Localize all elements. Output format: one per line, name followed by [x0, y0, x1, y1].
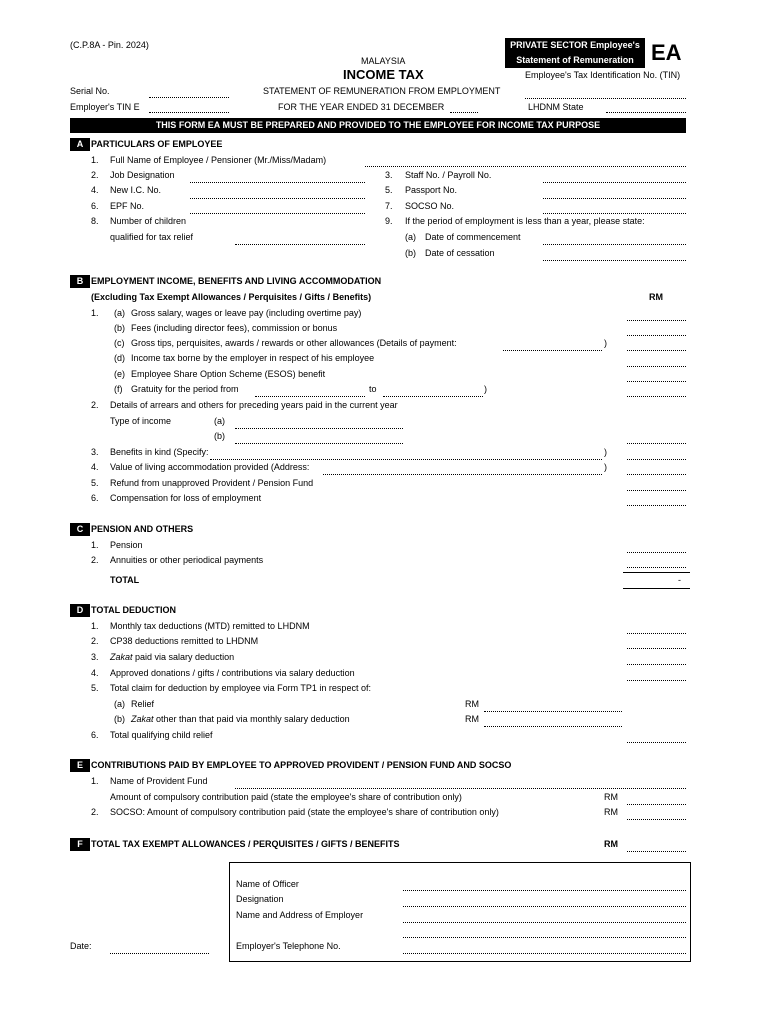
- gratuity-field[interactable]: [627, 396, 686, 397]
- item-number: 1.: [91, 540, 99, 550]
- item-number: 5.: [91, 478, 99, 488]
- socso-contribution-label: SOCSO: Amount of compulsory contribution paid (state the employee's share of contribution only): [110, 807, 499, 817]
- item-number: 3.: [385, 170, 393, 180]
- close-paren: ): [604, 447, 607, 457]
- commencement-label: Date of commencement: [425, 232, 521, 242]
- close-paren: ): [604, 462, 607, 472]
- page-title: INCOME TAX: [343, 67, 424, 82]
- form-banner: THIS FORM EA MUST BE PREPARED AND PROVIDED TO THE EMPLOYEE FOR INCOME TAX PURPOSE: [70, 118, 686, 133]
- socso-contribution-field[interactable]: [627, 819, 686, 820]
- item-number: 3.: [91, 652, 99, 662]
- item-number: 5.: [385, 185, 393, 195]
- item-number: 3.: [91, 447, 99, 457]
- designation-label: Designation: [236, 894, 284, 904]
- children-label: Number of children: [110, 216, 187, 226]
- section-b-title: EMPLOYMENT INCOME, BENEFITS AND LIVING ACCOMMODATION: [91, 276, 382, 286]
- statement-subtitle: STATEMENT OF REMUNERATION FROM EMPLOYMENT: [263, 86, 501, 96]
- sub-item-label: (a): [405, 232, 416, 242]
- fees-field[interactable]: [627, 335, 686, 336]
- employer-phone-field[interactable]: [403, 953, 686, 954]
- section-a-title: PARTICULARS OF EMPLOYEE: [91, 139, 223, 149]
- gratuity-from-field[interactable]: [255, 396, 365, 397]
- item-number: 2.: [91, 170, 99, 180]
- item-number: 4.: [91, 462, 99, 472]
- socso-no-field[interactable]: [543, 213, 686, 214]
- form-code: (C.P.8A - Pin. 2024): [70, 40, 149, 50]
- esos-field[interactable]: [627, 381, 686, 382]
- cessation-label: Date of cessation: [425, 248, 495, 258]
- sub-item-label: (d): [114, 353, 125, 363]
- donations-field[interactable]: [627, 680, 686, 681]
- sub-item-label: (b): [114, 714, 125, 724]
- job-designation-field[interactable]: [190, 182, 365, 183]
- epf-no-label: EPF No.: [110, 201, 145, 211]
- staff-no-label: Staff No. / Payroll No.: [405, 170, 492, 180]
- zakat-field[interactable]: [627, 664, 686, 665]
- period-label: If the period of employment is less than a year, please state:: [405, 216, 645, 226]
- rm-label: RM: [604, 839, 618, 849]
- section-c-title: PENSION AND OTHERS: [91, 524, 194, 534]
- income-tax-borne-field[interactable]: [627, 366, 686, 367]
- sub-item-label: (b): [214, 431, 225, 441]
- to-label: to: [369, 384, 377, 394]
- form-name: EA: [651, 40, 682, 65]
- total-rule-bottom: [623, 588, 690, 589]
- job-designation-label: Job Designation: [110, 170, 175, 180]
- rm-label: RM: [465, 699, 479, 709]
- gross-salary-field[interactable]: [627, 320, 686, 321]
- esos-label: Employee Share Option Scheme (ESOS) benefit: [131, 369, 326, 379]
- employee-tin-label: Employee's Tax Identification No. (TIN): [525, 70, 681, 80]
- children-field[interactable]: [235, 244, 365, 245]
- year-field[interactable]: [450, 112, 478, 113]
- type-of-income-label: Type of income: [110, 416, 172, 426]
- living-accommodation-field[interactable]: [627, 474, 686, 475]
- compulsory-contribution-label: Amount of compulsory contribution paid (state the employee's share of contribution only): [110, 792, 462, 802]
- sub-item-label: (c): [114, 338, 125, 348]
- zakat-term: Zakat: [131, 714, 154, 724]
- child-relief-label: Total qualifying child relief: [110, 730, 213, 740]
- country-label: MALAYSIA: [361, 56, 406, 66]
- section-c-letter: C: [70, 523, 90, 536]
- item-number: 5.: [91, 683, 99, 693]
- sub-item-label: (b): [114, 323, 125, 333]
- payment-details-field[interactable]: [503, 350, 602, 351]
- section-d-letter: D: [70, 604, 90, 617]
- rm-label: RM: [604, 792, 618, 802]
- gross-tips-field[interactable]: [627, 350, 686, 351]
- children-label-2: qualified for tax relief: [110, 232, 194, 242]
- designation-field[interactable]: [403, 906, 686, 907]
- item-number: 1.: [91, 776, 99, 786]
- item-number: 2.: [91, 636, 99, 646]
- total-value: -: [678, 575, 681, 585]
- lhdnm-state-label: LHDNM State: [528, 102, 584, 112]
- refund-field[interactable]: [627, 490, 686, 491]
- lhdnm-state-field[interactable]: [606, 112, 686, 113]
- date-field[interactable]: [110, 953, 209, 954]
- donations-label: Approved donations / gifts / contributions via salary deduction: [110, 668, 355, 678]
- mtd-field[interactable]: [627, 633, 686, 634]
- item-number: 2.: [91, 555, 99, 565]
- sub-item-label: (e): [114, 369, 125, 379]
- employer-phone-label: Employer's Telephone No.: [236, 941, 341, 951]
- refund-label: Refund from unapproved Provident / Pension Fund: [110, 478, 314, 488]
- employer-tin-field[interactable]: [149, 112, 229, 113]
- gross-tips-label: Gross tips, perquisites, awards / rewards or other allowances (Details of payment:: [131, 338, 457, 348]
- zakat-other-label: [131, 714, 350, 725]
- annuities-field[interactable]: [627, 567, 686, 568]
- zakat-label: [110, 652, 234, 663]
- passport-no-label: Passport No.: [405, 185, 458, 195]
- income-type-b-field[interactable]: [235, 443, 403, 444]
- section-f-title: TOTAL TAX EXEMPT ALLOWANCES / PERQUISITES / GIFTS / BENEFITS: [91, 839, 400, 849]
- ic-no-label: New I.C. No.: [110, 185, 162, 195]
- cessation-field[interactable]: [543, 260, 686, 261]
- provident-fund-label: Name of Provident Fund: [110, 776, 208, 786]
- officer-name-label: Name of Officer: [236, 879, 299, 889]
- full-name-label: Full Name of Employee / Pensioner (Mr./Miss/Madam): [110, 155, 327, 165]
- sub-item-label: (b): [405, 248, 416, 258]
- section-a-letter: A: [70, 138, 90, 151]
- item-number: 4.: [91, 185, 99, 195]
- section-b-subtitle: (Excluding Tax Exempt Allowances / Perquisites / Gifts / Benefits): [91, 292, 372, 302]
- zakat-other-field[interactable]: [484, 726, 622, 727]
- close-paren: ): [484, 384, 487, 394]
- item-number: 2.: [91, 400, 99, 410]
- serial-no-label: Serial No.: [70, 86, 110, 96]
- item-number: 2.: [91, 807, 99, 817]
- tp1-label: Total claim for deduction by employee via Form TP1 in respect of:: [110, 683, 371, 693]
- date-label: Date:: [70, 941, 92, 951]
- contribution-field[interactable]: [627, 804, 686, 805]
- gross-salary-label: Gross salary, wages or leave pay (including overtime pay): [131, 308, 362, 318]
- gratuity-label: Gratuity for the period from: [131, 384, 239, 394]
- private-sector-box: [505, 38, 645, 68]
- living-accommodation-label: Value of living accommodation provided (Address:: [110, 462, 310, 472]
- compensation-field[interactable]: [627, 505, 686, 506]
- tax-exempt-field[interactable]: [627, 851, 686, 852]
- total-label: TOTAL: [110, 575, 140, 585]
- child-relief-field[interactable]: [627, 742, 686, 743]
- annuities-label: Annuities or other periodical payments: [110, 555, 264, 565]
- zakat-text: paid via salary deduction: [132, 652, 235, 662]
- pension-field[interactable]: [627, 552, 686, 553]
- income-tax-borne-label: Income tax borne by the employer in respect of his employee: [131, 353, 375, 363]
- item-number: 6.: [91, 201, 99, 211]
- sub-item-label: (a): [214, 416, 225, 426]
- passport-no-field[interactable]: [543, 198, 686, 199]
- sub-item-label: (a): [114, 699, 125, 709]
- employee-tin-field[interactable]: [525, 98, 686, 99]
- item-number: 9.: [385, 216, 393, 226]
- arrears-label: Details of arrears and others for preceding years paid in the current year: [110, 400, 398, 410]
- employer-tin-label: Employer's TIN E: [70, 102, 140, 112]
- item-number: 6.: [91, 493, 99, 503]
- benefits-in-kind-field[interactable]: [627, 459, 686, 460]
- serial-no-field[interactable]: [149, 97, 229, 98]
- sub-item-label: (a): [114, 308, 125, 318]
- section-d-title: TOTAL DEDUCTION: [91, 605, 176, 615]
- gratuity-to-field[interactable]: [383, 396, 483, 397]
- section-e-letter: E: [70, 759, 90, 772]
- section-f-letter: F: [70, 838, 90, 851]
- private-sector-line2: Statement of Remuneration: [516, 55, 634, 65]
- rm-label: RM: [465, 714, 479, 724]
- item-number: 1.: [91, 308, 99, 318]
- cp38-label: CP38 deductions remitted to LHDNM: [110, 636, 259, 646]
- commencement-field[interactable]: [543, 244, 686, 245]
- item-number: 1.: [91, 155, 99, 165]
- benefits-in-kind-label: Benefits in kind (Specify:: [110, 447, 209, 457]
- section-b-letter: B: [70, 275, 90, 288]
- employer-address-field[interactable]: [403, 922, 686, 923]
- full-name-field[interactable]: [365, 166, 686, 167]
- cp38-field[interactable]: [627, 648, 686, 649]
- arrears-field[interactable]: [627, 443, 686, 444]
- accommodation-address-field[interactable]: [323, 474, 602, 475]
- section-e-title: CONTRIBUTIONS PAID BY EMPLOYEE TO APPROVED PROVIDENT / PENSION FUND AND SOCSO: [91, 760, 512, 770]
- close-paren: ): [604, 338, 607, 348]
- socso-no-label: SOCSO No.: [405, 201, 455, 211]
- item-number: 1.: [91, 621, 99, 631]
- staff-no-field[interactable]: [543, 182, 686, 183]
- relief-label: Relief: [131, 699, 155, 709]
- total-rule-top: [623, 572, 690, 573]
- item-number: 6.: [91, 730, 99, 740]
- epf-no-field[interactable]: [190, 213, 365, 214]
- zakat-term: Zakat: [110, 652, 133, 662]
- item-number: 4.: [91, 668, 99, 678]
- rm-column-header: RM: [649, 292, 663, 302]
- benefits-specify-field[interactable]: [210, 459, 602, 460]
- year-ended-label: FOR THE YEAR ENDED 31 DECEMBER: [278, 102, 445, 112]
- pension-label: Pension: [110, 540, 143, 550]
- employer-address-label: Name and Address of Employer: [236, 910, 364, 920]
- item-number: 8.: [91, 216, 99, 226]
- sub-item-label: (f): [114, 384, 123, 394]
- ic-no-field[interactable]: [190, 198, 365, 199]
- employer-address-field-2[interactable]: [403, 937, 686, 938]
- mtd-label: Monthly tax deductions (MTD) remitted to LHDNM: [110, 621, 310, 631]
- income-type-a-field[interactable]: [235, 428, 403, 429]
- private-sector-line1: PRIVATE SECTOR Employee's: [510, 40, 640, 50]
- zakat-other-text: other than that paid via monthly salary deduction: [153, 714, 350, 724]
- provident-fund-field[interactable]: [235, 788, 686, 789]
- item-number: 7.: [385, 201, 393, 211]
- fees-label: Fees (including director fees), commission or bonus: [131, 323, 338, 333]
- compensation-label: Compensation for loss of employment: [110, 493, 262, 503]
- rm-label: RM: [604, 807, 618, 817]
- relief-field[interactable]: [484, 711, 622, 712]
- officer-name-field[interactable]: [403, 890, 686, 891]
